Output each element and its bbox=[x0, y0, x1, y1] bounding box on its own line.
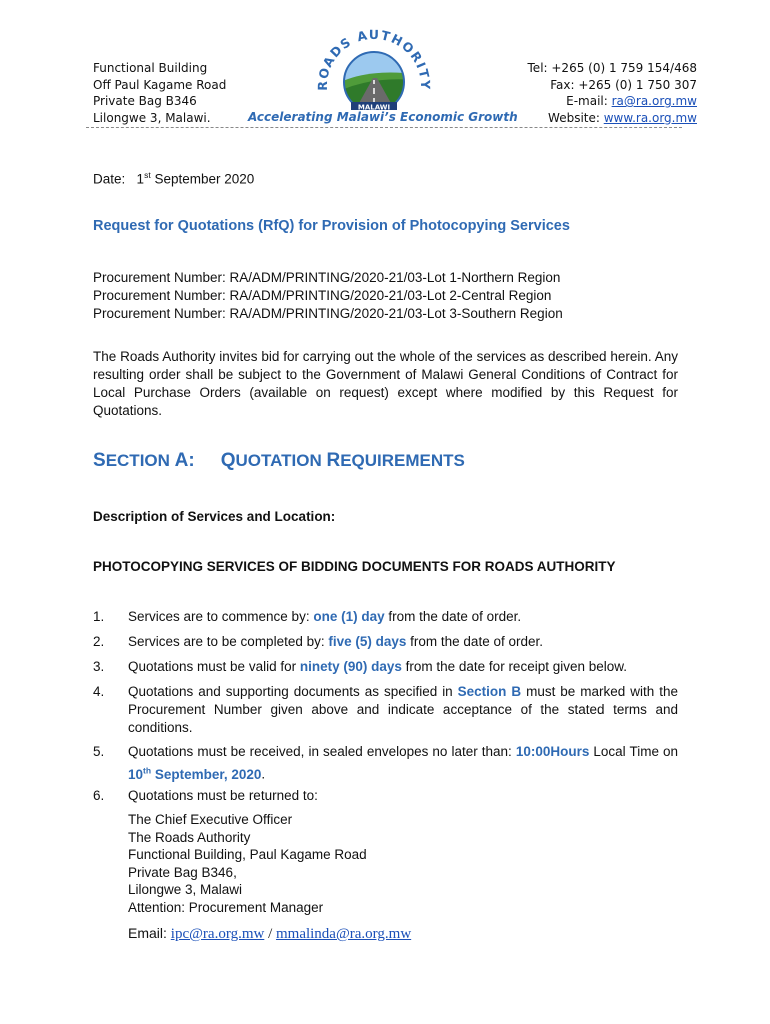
logo-banner-text: MALAWI bbox=[357, 103, 391, 110]
item-number: 6. bbox=[93, 788, 105, 803]
item-highlight: 10:00Hours bbox=[515, 744, 590, 759]
date-day: 1 bbox=[136, 171, 145, 187]
item-number: 4. bbox=[93, 684, 105, 699]
letterhead-address bbox=[93, 60, 226, 126]
item-text: . bbox=[261, 766, 266, 782]
section-initial: S bbox=[93, 450, 106, 471]
return-email-label: Email: bbox=[128, 925, 171, 941]
return-address-line: Lilongwe 3, Malawi bbox=[128, 882, 243, 898]
title-part: EQUIREMENTS bbox=[340, 451, 465, 470]
item-text: Local Time on bbox=[589, 744, 678, 759]
date-rest: September 2020 bbox=[150, 171, 255, 187]
address-line: Private Bag B346 bbox=[93, 94, 197, 108]
item-text: Quotations and supporting documents as specified in bbox=[128, 684, 458, 699]
deadline-rest: September, 2020 bbox=[151, 766, 262, 782]
item-highlight bbox=[128, 767, 261, 782]
address-line: Lilongwe 3, Malawi. bbox=[93, 110, 211, 125]
return-address-line: Attention: Procurement Manager bbox=[128, 899, 324, 915]
intro-paragraph: The Roads Authority invites bid for carrying out the whole of the services as described herein. Any resulting order shall be subject to the Government of Malawi General Conditions of Contract for Local Purchase Orders (available on request) except where modified by this Request for Quotations. bbox=[93, 349, 678, 418]
procurement-number: Procurement Number: RA/ADM/PRINTING/2020-21/03-Lot 1-Northern Region bbox=[93, 270, 561, 285]
email-link[interactable]: ra@ra.org.mw bbox=[611, 94, 697, 108]
title-initial: R bbox=[326, 450, 341, 471]
item-text: Services are to commence by: bbox=[128, 609, 314, 624]
rfq-title: Request for Quotations (RfQ) for Provision of Photocopying Services bbox=[93, 218, 570, 234]
item-highlight: Section B bbox=[457, 684, 522, 699]
item-highlight: one (1) day bbox=[313, 609, 385, 624]
fax: Fax: +265 (0) 1 750 307 bbox=[550, 77, 697, 92]
services-heading: PHOTOCOPYING SERVICES OF BIDDING DOCUMENTS FOR ROADS AUTHORITY bbox=[93, 559, 616, 574]
section-letter: A: bbox=[174, 450, 195, 471]
address-line: Off Paul Kagame Road bbox=[93, 77, 227, 92]
slogan: Accelerating Malawi’s Economic Growth bbox=[248, 110, 518, 124]
item-highlight: five (5) days bbox=[328, 634, 407, 649]
date-suffix: st bbox=[144, 170, 151, 180]
website-line bbox=[528, 110, 697, 127]
item-number: 1. bbox=[93, 609, 105, 624]
section-label: ECTION bbox=[105, 451, 175, 470]
title-initial: Q bbox=[220, 450, 236, 471]
deadline-day: 10 bbox=[128, 766, 144, 782]
email-link-ipc[interactable]: ipc@ra.org.mw bbox=[170, 926, 265, 942]
date-line bbox=[93, 170, 254, 187]
item-number: 2. bbox=[93, 634, 105, 649]
return-address bbox=[128, 811, 367, 917]
item-text: must be marked with the Procurement Number given above and indicate acceptance of the stated terms and conditions. bbox=[128, 684, 678, 735]
tel: Tel: +265 (0) 1 759 154/468 bbox=[527, 61, 697, 75]
email-label: E-mail: bbox=[566, 94, 612, 108]
item-text: Quotations must be valid for bbox=[128, 659, 300, 674]
address-line: Functional Building bbox=[93, 61, 208, 75]
item-text: from the date of order. bbox=[406, 634, 543, 649]
title-part: UOTATION bbox=[235, 451, 327, 470]
item-text: Quotations must be returned to: bbox=[128, 788, 318, 803]
item-text: from the date of order. bbox=[384, 609, 522, 624]
deadline-suffix: th bbox=[143, 765, 152, 775]
section-heading bbox=[93, 450, 465, 472]
email-separator: / bbox=[264, 926, 276, 942]
letterhead-contact bbox=[528, 60, 697, 126]
return-address-line: The Chief Executive Officer bbox=[128, 812, 293, 827]
procurement-number: Procurement Number: RA/ADM/PRINTING/2020-21/03-Lot 3-Southern Region bbox=[93, 306, 563, 321]
return-address-line: The Roads Authority bbox=[128, 829, 251, 845]
procurement-numbers bbox=[93, 269, 563, 323]
letterhead-divider bbox=[86, 127, 682, 128]
email-line bbox=[528, 93, 697, 110]
item-text: Quotations must be received, in sealed envelopes no later than: bbox=[128, 744, 516, 759]
item-text: from the date for receipt given below. bbox=[401, 659, 628, 674]
logo-arc-text: ROADS AUTHORITY bbox=[314, 26, 434, 91]
roads-authority-logo bbox=[313, 24, 435, 110]
return-address-line: Private Bag B346, bbox=[128, 864, 237, 880]
item-number: 5. bbox=[93, 744, 105, 759]
website-link[interactable]: www.ra.org.mw bbox=[603, 110, 697, 125]
item-text: Services are to be completed by: bbox=[128, 634, 329, 649]
date-label: Date: bbox=[93, 171, 126, 187]
item-number: 3. bbox=[93, 659, 105, 674]
procurement-number: Procurement Number: RA/ADM/PRINTING/2020-21/03-Lot 2-Central Region bbox=[93, 288, 552, 303]
email-link-mmalinda[interactable]: mmalinda@ra.org.mw bbox=[275, 926, 412, 942]
website-label: Website: bbox=[548, 110, 604, 125]
description-heading: Description of Services and Location: bbox=[93, 509, 336, 524]
return-address-line: Functional Building, Paul Kagame Road bbox=[128, 847, 367, 863]
return-email bbox=[128, 925, 411, 943]
item-highlight: ninety (90) days bbox=[299, 659, 402, 674]
